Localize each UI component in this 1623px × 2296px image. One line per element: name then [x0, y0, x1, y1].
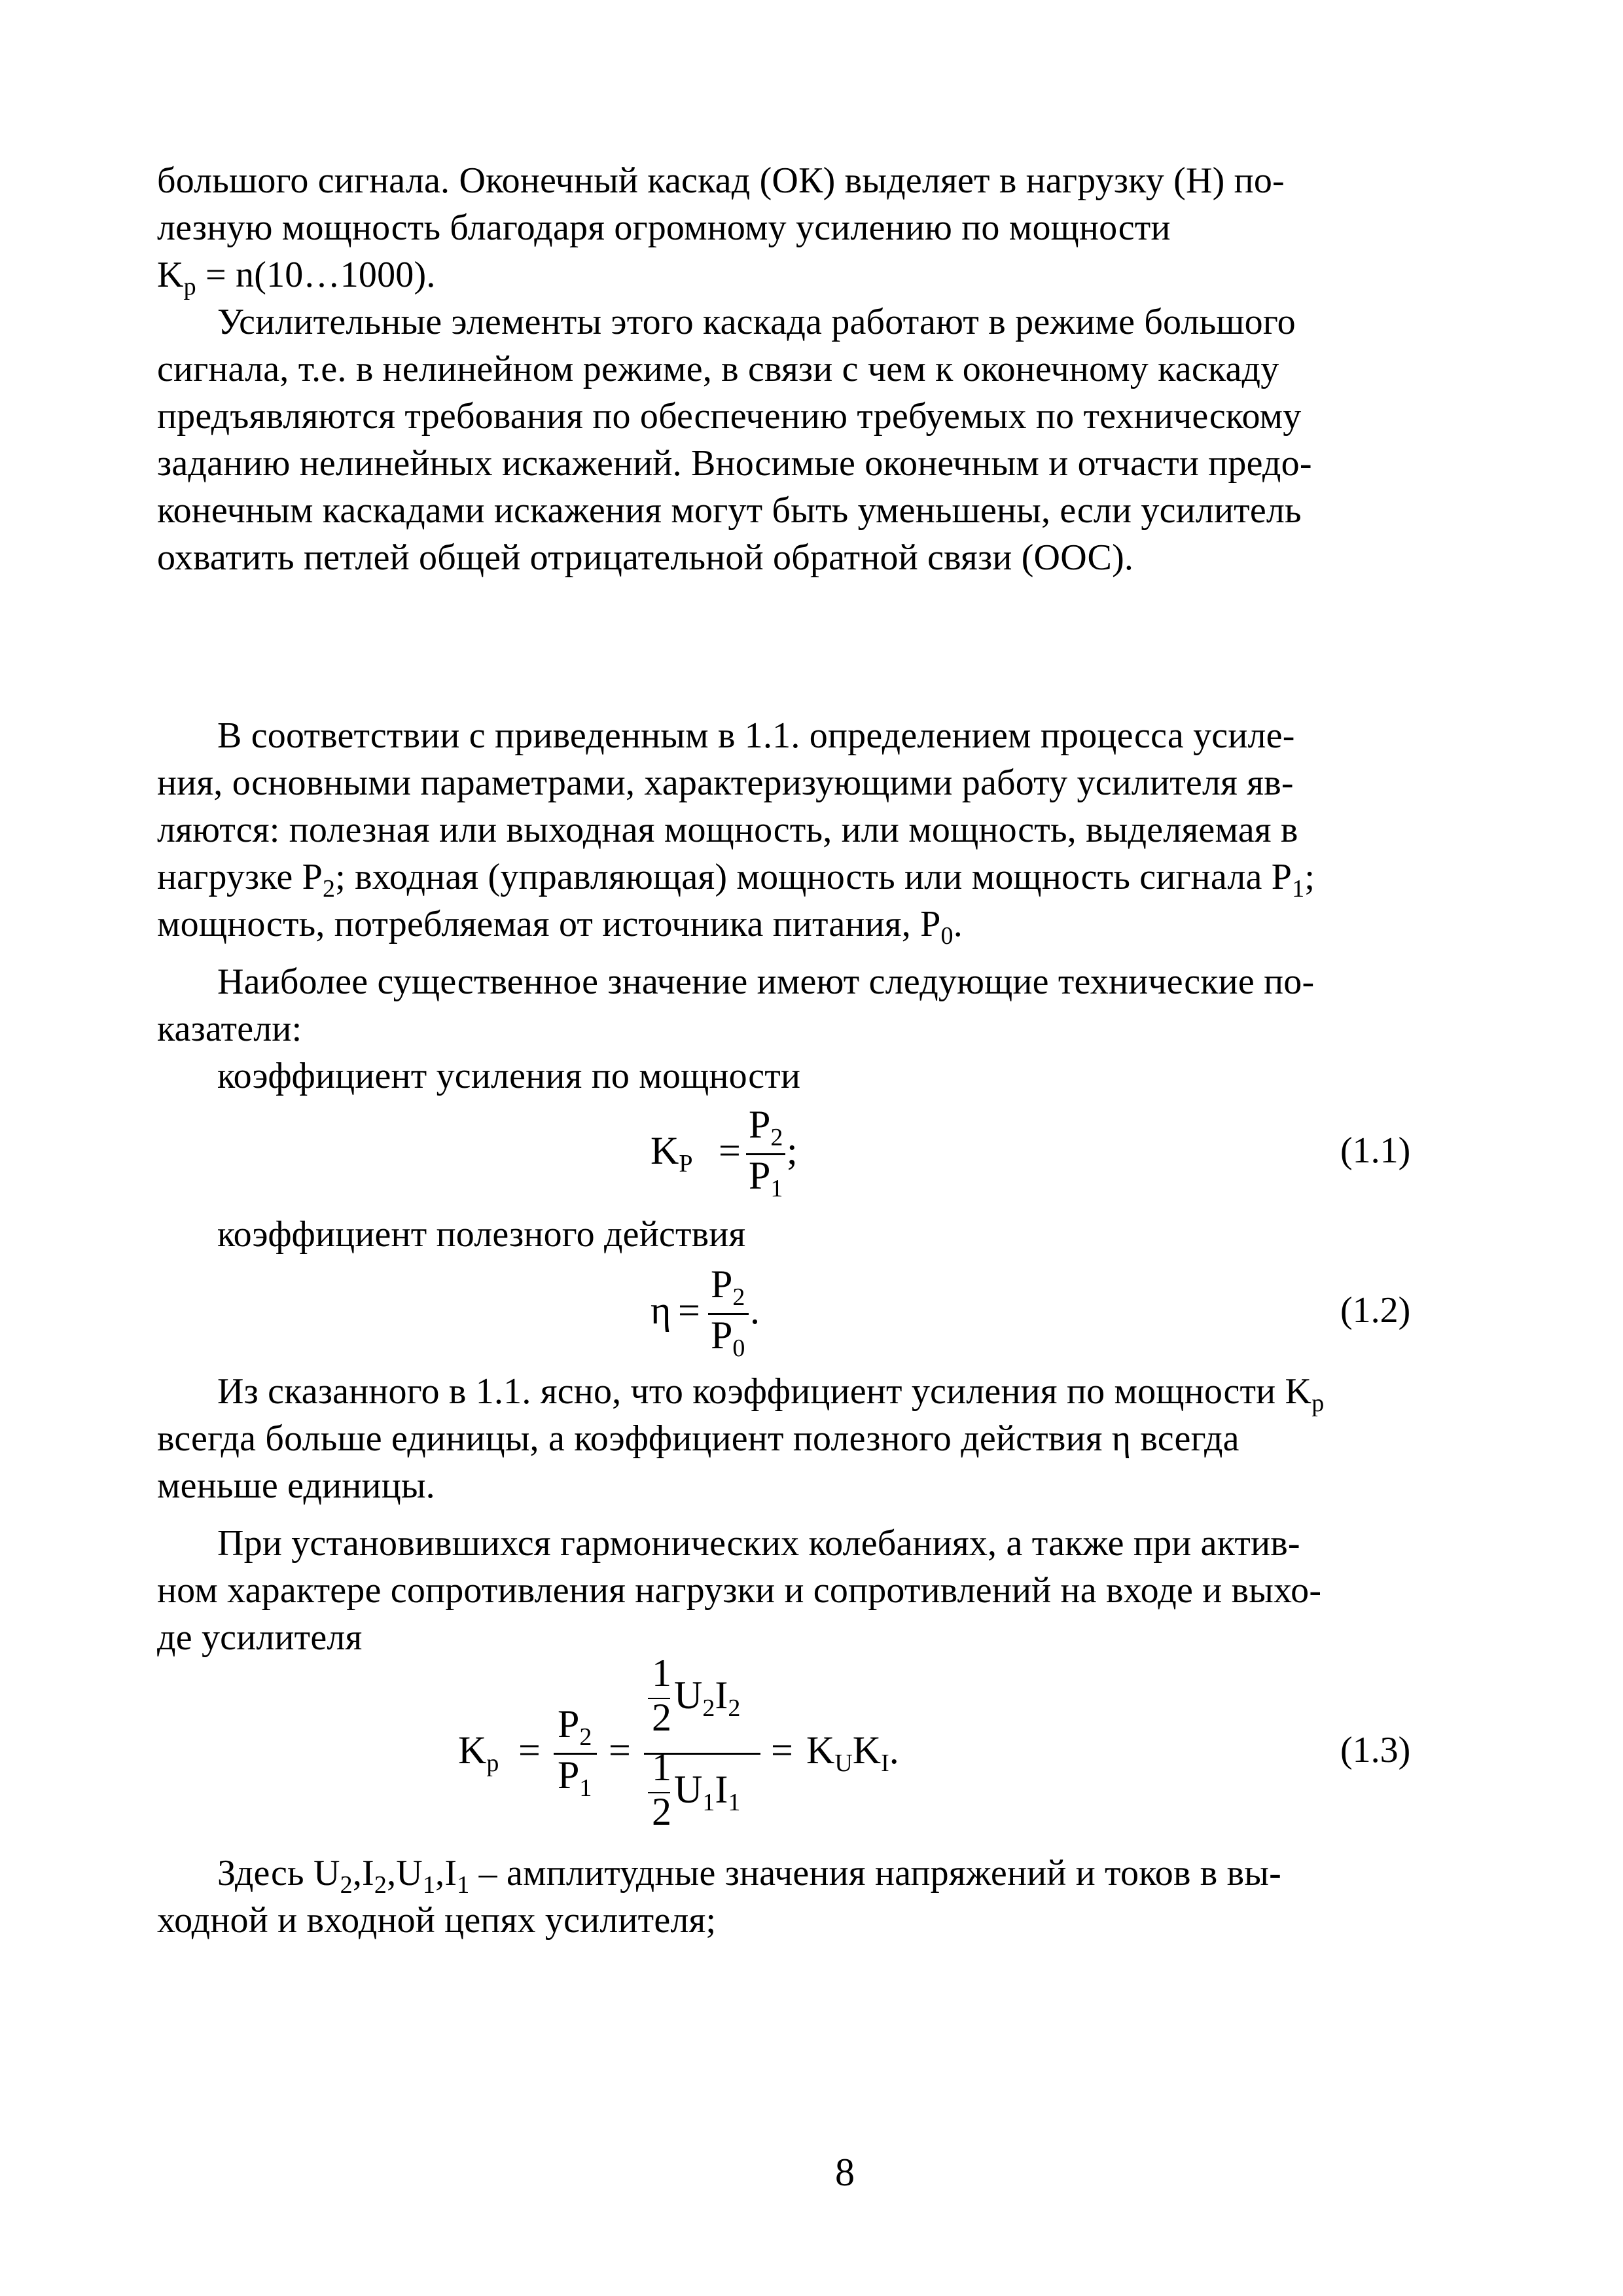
- paragraph-line: В соответствии с приведенным в 1.1. определением процесса усиле-: [217, 715, 1295, 756]
- paragraph-line: охватить петлей общей отрицательной обратной связи (ООС).: [157, 537, 1134, 578]
- fraction-denominator: $P_0$: [711, 1314, 745, 1362]
- paragraph-line: казатели:: [157, 1009, 302, 1049]
- paragraph-line: коэффициент усиления по мощности: [217, 1056, 801, 1096]
- half-numerator: 1: [652, 1746, 671, 1789]
- paragraph-line: меньше единицы.: [157, 1465, 435, 1506]
- paragraph-line: Наиболее существенное значение имеют следующие технические по-: [217, 961, 1315, 1002]
- formula-punctuation: ;: [787, 1129, 798, 1172]
- formula-lhs: η: [651, 1289, 671, 1332]
- paragraph-line: предъявляются требования по обеспечению требуемых по техническому: [157, 396, 1302, 437]
- fraction-numerator: $P_2$: [558, 1702, 592, 1751]
- page-number: 8: [835, 2151, 855, 2194]
- formula-punctuation: .: [750, 1289, 760, 1332]
- fraction-numerator: $P_2$: [749, 1103, 783, 1151]
- paragraph-line: ния, основными параметрами, характеризующими работу усилителя яв-: [157, 762, 1294, 803]
- paragraph-line: коэффициент полезного действия: [217, 1214, 746, 1255]
- paragraph-line: де усилителя: [157, 1617, 363, 1658]
- paragraph-line: ном характере сопротивления нагрузки и сопротивлений на входе и выхо-: [157, 1570, 1322, 1611]
- paragraph-line: нагрузке $P_2$; входная (управляющая) мощность или мощность сигнала $P_1$;: [157, 857, 1315, 903]
- equals-sign: =: [719, 1129, 741, 1172]
- equals-sign: =: [678, 1289, 700, 1332]
- paragraph-line: Усилительные элементы этого каскада работают в режиме большого: [217, 302, 1296, 342]
- fraction-numerator: $U_2I_2$: [674, 1674, 741, 1722]
- paragraph-line: ляются: полезная или выходная мощность, или мощность, выделяемая в: [157, 810, 1298, 850]
- paragraph-line: ходной и входной цепях усилителя;: [157, 1900, 717, 1941]
- paragraph-line: большого сигнала. Оконечный каскад (ОК) выделяет в нагрузку (Н) по-: [157, 160, 1285, 201]
- formula-1-3: [458, 1651, 955, 1833]
- paragraph-line: $K_p$ = n(10…1000).: [157, 255, 436, 300]
- half-numerator: 1: [652, 1651, 671, 1695]
- equation-number: (1.3): [1340, 1730, 1411, 1770]
- half-denominator: 2: [652, 1790, 671, 1833]
- equation-number: (1.2): [1340, 1290, 1411, 1331]
- equals-sign: =: [771, 1729, 793, 1772]
- paragraph-line: мощность, потребляемая от источника питания, $P_0$.: [157, 904, 963, 950]
- fraction-denominator: $P_1$: [749, 1154, 783, 1202]
- equals-sign: =: [609, 1729, 631, 1772]
- paragraph-line: сигнала, т.е. в нелинейном режиме, в связи с чем к оконечному каскаду: [157, 349, 1279, 389]
- equals-sign: =: [518, 1729, 541, 1772]
- paragraph-line: всегда больше единицы, а коэффициент полезного действия η всегда: [157, 1418, 1240, 1459]
- fraction-denominator: $P_1$: [558, 1753, 592, 1802]
- formula-lhs: $K_P$: [651, 1129, 693, 1177]
- half-denominator: 2: [652, 1696, 671, 1739]
- equation-number: (1.1): [1340, 1130, 1411, 1171]
- paragraph-line: При установившихся гармонических колебаниях, а также при актив-: [217, 1523, 1300, 1564]
- paragraph-line: лезную мощность благодаря огромному усилению по мощности: [157, 207, 1171, 248]
- paragraph-line: Из сказанного в 1.1. ясно, что коэффициент усиления по мощности $K_p$: [217, 1371, 1325, 1417]
- paragraph-line: Здесь $U_2,I_2,U_1,I_1$ – амплитудные значения напряжений и токов в вы-: [217, 1853, 1281, 1899]
- paragraph-line: заданию нелинейных искажений. Вносимые оконечным и отчасти предо-: [157, 443, 1312, 484]
- formula-lhs: $K_p$: [458, 1729, 499, 1777]
- paragraph-line: конечным каскадами искажения могут быть уменьшены, если усилитель: [157, 490, 1302, 531]
- fraction-numerator: $P_2$: [711, 1263, 745, 1311]
- formula-rhs: $K_UK_I$.: [806, 1729, 899, 1777]
- fraction-denominator: $U_1I_1$: [674, 1768, 741, 1816]
